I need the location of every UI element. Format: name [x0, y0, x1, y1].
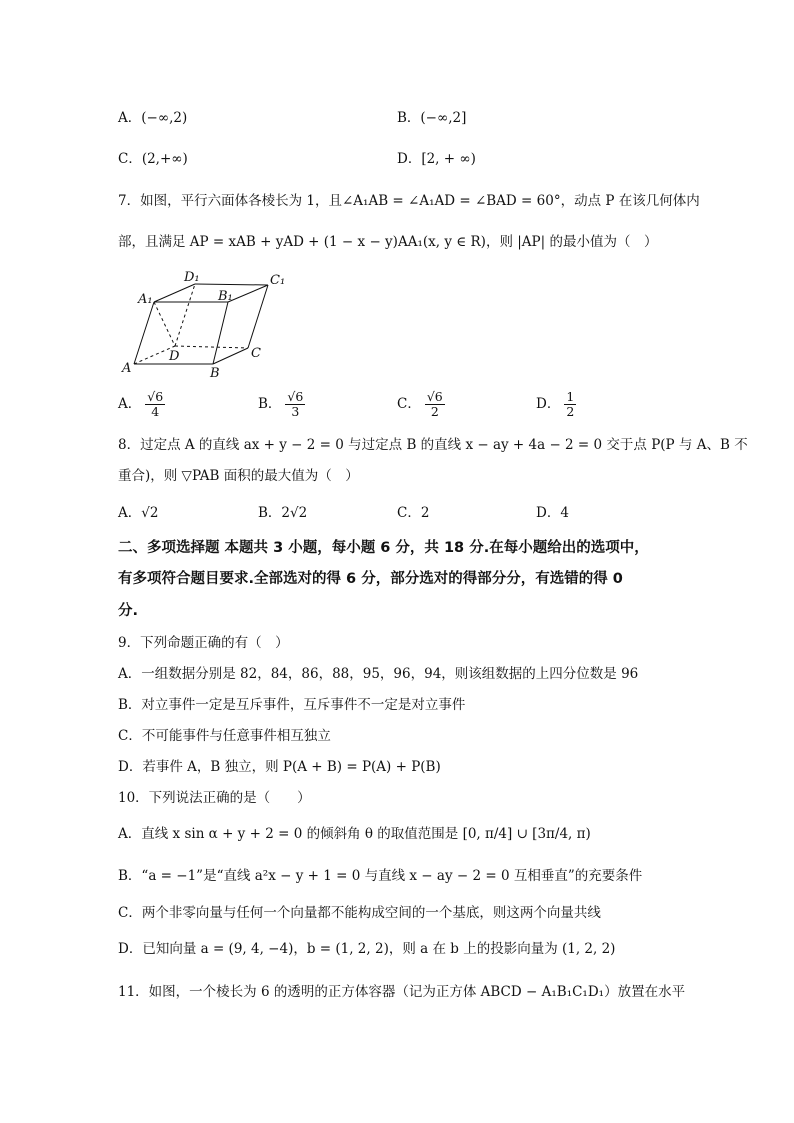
q7-option-d: D． $\frac{1}{2}$ — [536, 389, 575, 419]
q10-option-d: D．已知向量 a = (9, 4, −4)，b = (1, 2, 2)，则 a 在 b 上的投影向量为 (1, 2, 2) — [118, 941, 616, 957]
q10-option-a: A．直线 x sin α + y + 2 = 0 的倾斜角 θ 的取值范围是 [0, π/4] ∪ [3π/4, π) — [118, 826, 591, 842]
q8-option-d: D．4 — [536, 505, 569, 521]
q6-option-d: D．[2, + ∞) — [397, 151, 476, 167]
q7-parallelepiped-figure — [118, 268, 298, 378]
q6-option-b: B．(−∞,2] — [397, 110, 467, 126]
label-b: B — [210, 366, 220, 378]
label-b1: B₁ — [218, 289, 233, 304]
section2-heading-line1: 二、多项选择题 本题共 3 小题，每小题 6 分，共 18 分.在每小题给出的选项中， — [118, 540, 649, 556]
q7-stem-line2: 部，且满足 AP = xAB + yAD + (1 − x − y)AA₁(x, y ∈ R)，则 |AP| 的最小值为（ ） — [118, 234, 658, 250]
q9-stem: 9．下列命题正确的有（ ） — [118, 635, 289, 651]
label-a1: A₁ — [138, 292, 153, 307]
section2-heading-line2: 有多项符合题目要求.全部选对的得 6 分，部分选对的得部分分，有选错的得 0 — [118, 571, 623, 587]
q7-option-b: B． $\frac{√6}{3}$ — [258, 389, 304, 419]
q7-stem-line1: 7．如图，平行六面体各棱长为 1，且∠A₁AB = ∠A₁AD = ∠BAD = 60°，动点 P 在该几何体内 — [118, 193, 700, 209]
q8-option-b: B．2√2 — [258, 505, 308, 521]
label-c: C — [251, 346, 261, 361]
label-d: D — [169, 349, 180, 364]
q7-option-a: A． $\frac{√6}{4}$ — [118, 389, 164, 419]
q6-option-c: C．(2,+∞) — [118, 151, 188, 167]
q8-stem-line1: 8．过定点 A 的直线 ax + y − 2 = 0 与过定点 B 的直线 x − ay + 4a − 2 = 0 交于点 P(P 与 A、B 不 — [118, 437, 748, 453]
q10-stem: 10．下列说法正确的是（ ） — [118, 790, 311, 806]
label-d1: D₁ — [184, 270, 200, 285]
q9-option-a: A．一组数据分别是 82，84，86，88，95，96，94，则该组数据的上四分位数是 96 — [118, 666, 639, 682]
q9-option-d: D．若事件 A，B 独立，则 P(A + B) = P(A) + P(B) — [118, 759, 441, 775]
q9-option-c: C．不可能事件与任意事件相互独立 — [118, 728, 331, 744]
q7-option-c: C． $\frac{√6}{2}$ — [397, 389, 443, 419]
q8-option-c: C．2 — [397, 505, 430, 521]
label-a: A — [122, 361, 132, 376]
q6-option-a: A．(−∞,2) — [118, 110, 188, 126]
q11-stem-line1: 11．如图，一个棱长为 6 的透明的正方体容器（记为正方体 ABCD − A₁B₁C₁D₁）放置在水平 — [118, 984, 686, 1000]
label-c1: C₁ — [270, 273, 286, 288]
q9-option-b: B．对立事件一定是互斥事件，互斥事件不一定是对立事件 — [118, 697, 466, 713]
q10-option-c: C．两个非零向量与任何一个向量都不能构成空间的一个基底，则这两个向量共线 — [118, 905, 601, 921]
q8-option-a: A．√2 — [118, 505, 159, 521]
q10-option-b: B．“a = −1”是“直线 a²x − y + 1 = 0 与直线 x − ay − 2 = 0 互相垂直”的充要条件 — [118, 868, 643, 884]
q8-stem-line2: 重合)，则 ▽PAB 面积的最大值为（ ） — [118, 468, 359, 484]
section2-heading-line3: 分. — [118, 603, 139, 619]
